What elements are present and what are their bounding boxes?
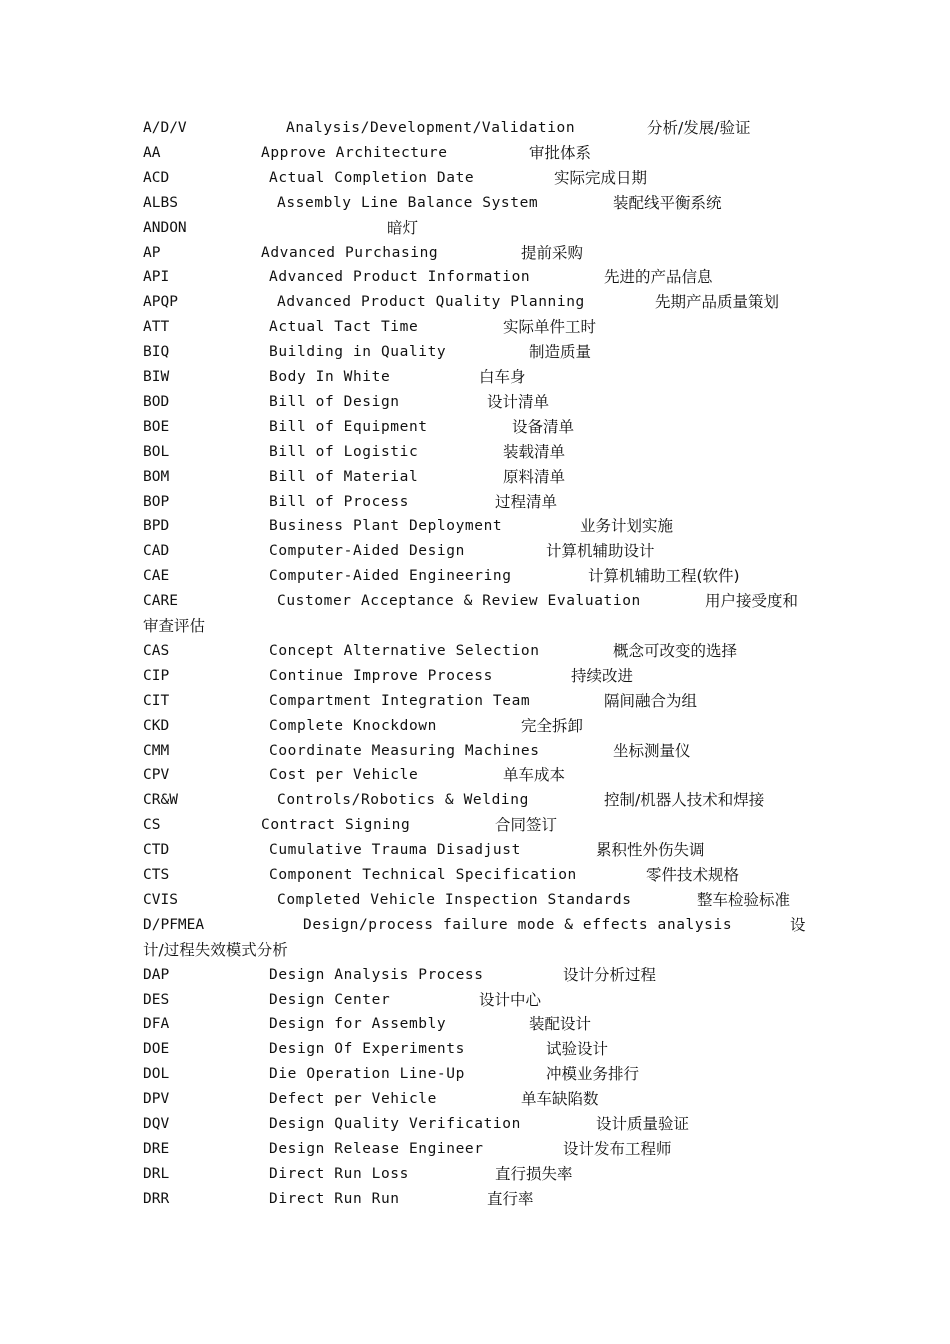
entry-english-term: Customer Acceptance & Review Evaluation — [277, 593, 641, 610]
entry-english-term: Contract Signing — [261, 817, 411, 834]
entry-english-term: Cost per Vehicle — [269, 767, 419, 784]
entry-chinese-term: 单车成本 — [503, 766, 566, 785]
entry-english-term: Analysis/Development/Validation — [286, 120, 576, 136]
glossary-entry — [0, 465, 950, 490]
entry-abbreviation: CTS — [143, 867, 170, 883]
entry-chinese-term: 冲模业务排行 — [546, 1065, 640, 1084]
entry-chinese-term: 分析/发展/验证 — [647, 119, 751, 137]
entry-chinese-term: 整车检验标准 — [697, 890, 791, 909]
entry-english-term: Assembly Line Balance System — [277, 194, 539, 211]
glossary-entry — [0, 963, 950, 988]
entry-english-term: Defect per Vehicle — [269, 1091, 437, 1108]
entry-abbreviation: CMM — [143, 742, 170, 759]
entry-chinese-term: 装配线平衡系统 — [613, 193, 722, 212]
glossary-entry — [0, 415, 950, 440]
entry-abbreviation: AP — [143, 244, 161, 261]
entry-chinese-term: 审批体系 — [529, 143, 592, 162]
entry-english-term: Continue Improve Process — [269, 667, 493, 684]
entry-english-term: Completed Vehicle Inspection Standards — [277, 891, 632, 908]
entry-abbreviation: CAE — [143, 568, 170, 585]
glossary-entry — [0, 365, 950, 390]
entry-abbreviation: DRE — [143, 1140, 170, 1157]
glossary-entry — [0, 714, 950, 739]
entry-english-term: Design Release Engineer — [269, 1140, 484, 1157]
entry-chinese-term: 计算机辅助工程(软件) — [588, 567, 740, 586]
entry-chinese-term: 暗灯 — [387, 218, 419, 237]
glossary-entry — [0, 390, 950, 415]
entry-abbreviation: ALBS — [143, 194, 178, 211]
glossary-entry — [0, 490, 950, 515]
entry-abbreviation: DOL — [143, 1066, 170, 1083]
entry-english-term: Computer-Aided Design — [269, 543, 465, 560]
entry-chinese-term: 设计清单 — [487, 392, 550, 411]
entry-english-term: Complete Knockdown — [269, 717, 437, 734]
glossary-entry — [0, 1162, 950, 1187]
entry-english-term: Die Operation Line-Up — [269, 1066, 465, 1083]
entry-chinese-term: 先进的产品信息 — [604, 268, 713, 287]
entry-chinese-term: 控制/机器人技术和焊接 — [604, 791, 765, 810]
entry-english-term: Advanced Purchasing — [261, 244, 439, 261]
glossary-entry — [0, 1012, 950, 1037]
entry-english-term: Controls/Robotics & Welding — [277, 792, 529, 809]
entry-abbreviation: CKD — [143, 717, 170, 734]
entry-chinese-term: 业务计划实施 — [580, 517, 674, 536]
glossary-entry — [0, 838, 950, 863]
glossary-entry — [0, 689, 950, 714]
glossary-entry — [0, 564, 950, 589]
glossary-entry — [0, 888, 950, 913]
glossary-entry — [0, 340, 950, 365]
entry-chinese-term: 设计质量验证 — [596, 1115, 690, 1133]
glossary-entry — [0, 539, 950, 564]
entry-abbreviation: BOM — [143, 468, 170, 485]
glossary-entry — [0, 988, 950, 1013]
glossary-entry — [0, 1062, 950, 1087]
entry-chinese-term: 累积性外伤失调 — [596, 841, 705, 860]
entry-chinese-term: 概念可改变的选择 — [613, 641, 738, 660]
entry-english-term: Actual Completion Date — [269, 169, 475, 186]
entry-chinese-term: 实际单件工时 — [503, 318, 597, 337]
entry-chinese-term: 原料清单 — [503, 467, 566, 486]
entry-english-term: Advanced Product Information — [269, 269, 531, 286]
entry-english-term: Actual Tact Time — [269, 319, 419, 336]
glossary-entry — [0, 216, 950, 241]
glossary-entry — [0, 639, 950, 664]
entry-abbreviation: APQP — [143, 294, 178, 311]
entry-chinese-term: 设 — [790, 915, 806, 934]
entry-english-term: Component Technical Specification — [269, 867, 577, 883]
glossary-entry — [0, 813, 950, 838]
entry-chinese-term: 设计发布工程师 — [563, 1139, 672, 1158]
entry-abbreviation: API — [143, 269, 170, 286]
glossary-entry — [0, 440, 950, 465]
entry-abbreviation: DRR — [143, 1190, 170, 1207]
entry-chinese-term: 持续改进 — [571, 666, 634, 685]
entry-english-term: Design Quality Verification — [269, 1116, 521, 1132]
entry-chinese-term: 装载清单 — [503, 442, 566, 461]
entry-chinese-term: 隔间融合为组 — [604, 691, 698, 710]
entry-abbreviation: CS — [143, 817, 161, 834]
entry-english-term: Cumulative Trauma Disadjust — [269, 842, 521, 859]
entry-abbreviation: DAP — [143, 966, 170, 983]
entry-abbreviation: BOD — [143, 393, 170, 410]
glossary-entry — [0, 1037, 950, 1062]
glossary-entry-continuation — [0, 938, 950, 963]
entry-abbreviation: ACD — [143, 169, 170, 186]
glossary-entry — [0, 1137, 950, 1162]
entry-english-term: Design Of Experiments — [269, 1041, 465, 1058]
entry-chinese-term-continued: 审查评估 — [143, 617, 206, 635]
entry-chinese-term: 试验设计 — [546, 1040, 609, 1059]
entry-chinese-term: 设备清单 — [512, 417, 575, 436]
entry-chinese-term: 直行损失率 — [495, 1164, 573, 1183]
entry-chinese-term: 合同签订 — [495, 816, 558, 835]
entry-abbreviation: CPV — [143, 767, 170, 784]
entry-english-term: Body In White — [269, 369, 391, 385]
entry-chinese-term: 零件技术规格 — [646, 866, 740, 884]
glossary-entry — [0, 589, 950, 614]
entry-abbreviation: DFA — [143, 1016, 170, 1033]
entry-chinese-term: 计算机辅助设计 — [546, 542, 655, 561]
entry-abbreviation: AA — [143, 144, 161, 161]
entry-english-term: Bill of Equipment — [269, 418, 428, 435]
entry-abbreviation: CAD — [143, 543, 170, 560]
entry-chinese-term-continued: 计/过程失效模式分析 — [143, 940, 288, 959]
glossary-entry — [0, 788, 950, 813]
entry-english-term: Design/process failure mode & effects analysis — [303, 916, 733, 933]
entry-abbreviation: BPD — [143, 518, 170, 535]
entry-english-term: Advanced Product Quality Planning — [277, 294, 585, 311]
entry-chinese-term: 完全拆卸 — [521, 716, 584, 735]
entry-english-term: Direct Run Loss — [269, 1165, 409, 1182]
glossary-entry — [0, 315, 950, 340]
glossary-entry — [0, 863, 950, 888]
entry-abbreviation: DPV — [143, 1091, 170, 1108]
entry-english-term: Concept Alternative Selection — [269, 642, 540, 659]
entry-english-term: Design Analysis Process — [269, 966, 484, 983]
entry-chinese-term: 坐标测量仪 — [613, 741, 691, 760]
entry-english-term: Design Center — [269, 991, 391, 1008]
entry-abbreviation: CAS — [143, 642, 170, 659]
entry-chinese-term: 单车缺陷数 — [521, 1090, 599, 1109]
entry-english-term: Design for Assembly — [269, 1016, 447, 1033]
entry-abbreviation: CVIS — [143, 891, 178, 908]
entry-english-term: Business Plant Deployment — [269, 518, 503, 535]
entry-abbreviation: CR&W — [143, 792, 178, 809]
entry-english-term: Computer-Aided Engineering — [269, 568, 512, 585]
glossary-entry — [0, 1087, 950, 1112]
entry-chinese-term: 先期产品质量策划 — [655, 293, 780, 312]
entry-abbreviation: ANDON — [143, 219, 187, 236]
glossary-entry — [0, 664, 950, 689]
entry-chinese-term: 白车身 — [479, 368, 526, 386]
entry-english-term: Building in Quality — [269, 344, 447, 361]
entry-english-term: Bill of Logistic — [269, 443, 419, 460]
entry-abbreviation: DOE — [143, 1041, 170, 1058]
entry-english-term: Bill of Material — [269, 468, 419, 485]
glossary-entry — [0, 514, 950, 539]
entry-abbreviation: DQV — [143, 1116, 170, 1132]
entry-abbreviation: ATT — [143, 319, 170, 336]
glossary-entry — [0, 290, 950, 315]
entry-abbreviation: BOP — [143, 493, 170, 510]
entry-chinese-term: 直行率 — [487, 1189, 534, 1208]
entry-chinese-term: 实际完成日期 — [554, 168, 648, 187]
entry-abbreviation: BIW — [143, 369, 170, 385]
entry-english-term: Direct Run Run — [269, 1190, 400, 1207]
glossary-entry — [0, 1112, 950, 1137]
glossary-entry — [0, 1187, 950, 1212]
entry-abbreviation: CIP — [143, 667, 170, 684]
entry-abbreviation: DRL — [143, 1165, 170, 1182]
entry-chinese-term: 用户接受度和 — [705, 592, 799, 611]
entry-chinese-term: 装配设计 — [529, 1015, 592, 1034]
glossary-entry — [0, 913, 950, 938]
glossary-entry — [0, 739, 950, 764]
entry-abbreviation: BIQ — [143, 344, 170, 361]
entry-abbreviation: DES — [143, 991, 170, 1008]
glossary-entry — [0, 191, 950, 216]
entry-chinese-term: 过程清单 — [495, 492, 558, 511]
entry-abbreviation: D/PFMEA — [143, 916, 205, 933]
glossary-entry — [0, 241, 950, 266]
entry-chinese-term: 制造质量 — [529, 343, 592, 362]
glossary-entry — [0, 116, 950, 141]
entry-chinese-term: 提前采购 — [521, 243, 584, 262]
entry-chinese-term: 设计分析过程 — [563, 965, 657, 984]
entry-abbreviation: CTD — [143, 842, 170, 859]
entry-english-term: Bill of Design — [269, 393, 400, 410]
entry-chinese-term: 设计中心 — [479, 990, 542, 1009]
glossary-entry — [0, 265, 950, 290]
entry-english-term: Coordinate Measuring Machines — [269, 742, 540, 759]
glossary-entry-continuation — [0, 614, 950, 639]
entry-abbreviation: BOL — [143, 443, 170, 460]
entry-english-term: Bill of Process — [269, 493, 409, 510]
glossary-entry — [0, 141, 950, 166]
entry-abbreviation: BOE — [143, 418, 170, 435]
glossary-entry — [0, 763, 950, 788]
entry-english-term: Approve Architecture — [261, 144, 448, 161]
entry-abbreviation: CARE — [143, 593, 178, 610]
entry-abbreviation: A/D/V — [143, 120, 187, 136]
entry-english-term: Compartment Integration Team — [269, 692, 531, 709]
glossary-entry — [0, 166, 950, 191]
entry-abbreviation: CIT — [143, 692, 170, 709]
